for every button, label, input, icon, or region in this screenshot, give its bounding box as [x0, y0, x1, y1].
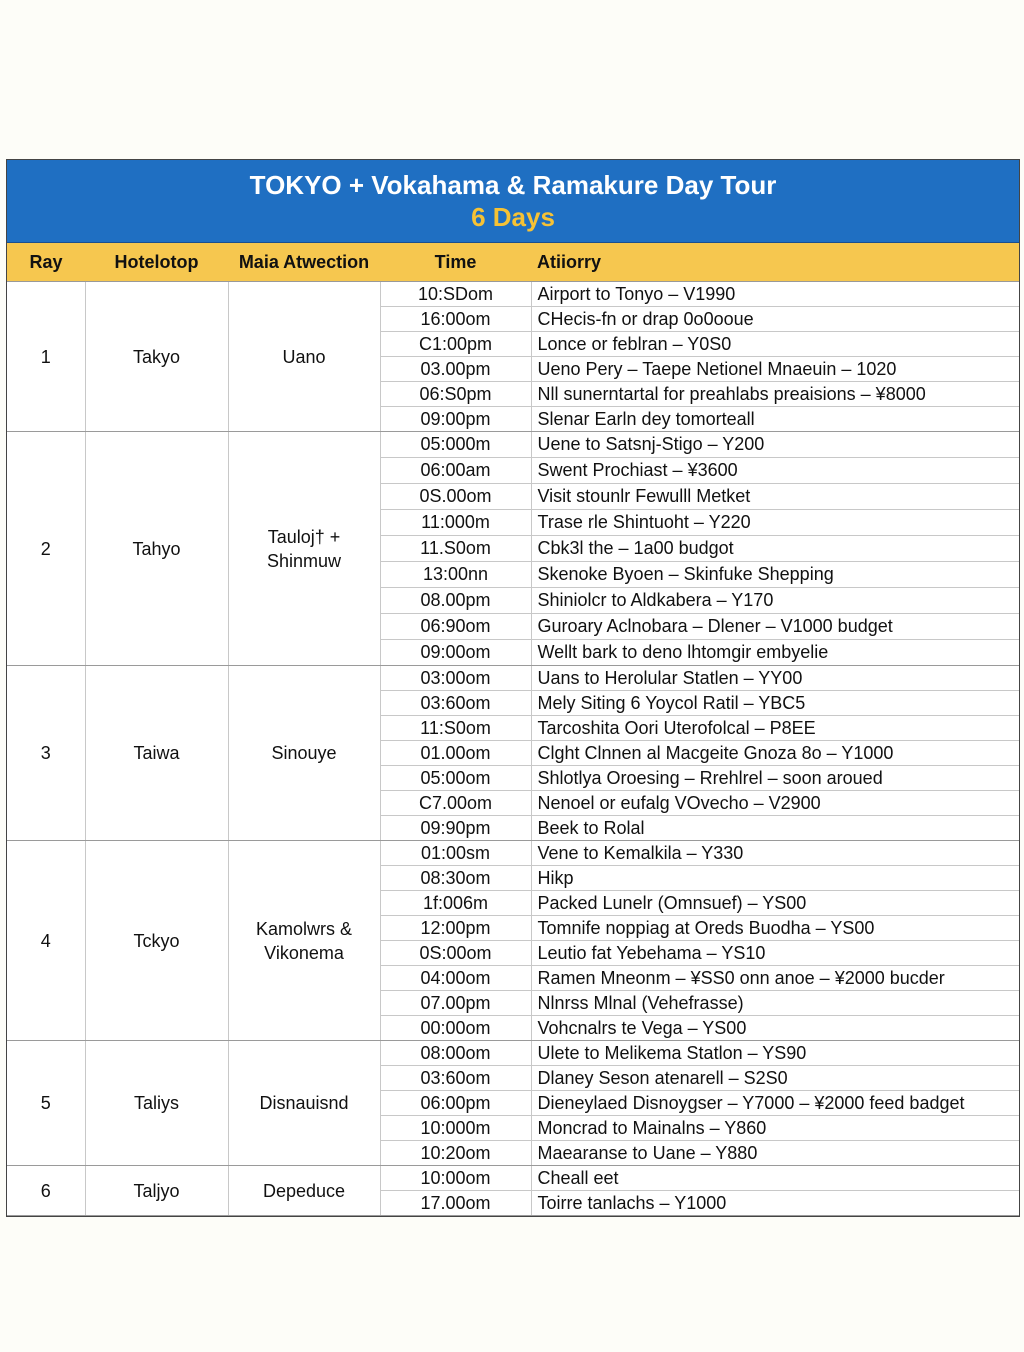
time-cell: 00:00om — [380, 1016, 531, 1041]
activity-cell: Airport to Tonyo – V1990 — [531, 282, 1019, 307]
time-cell: 06:00pm — [380, 1091, 531, 1116]
activity-cell: Slenar Earln dey tomorteall — [531, 407, 1019, 432]
time-cell: C1:00pm — [380, 332, 531, 357]
time-cell: 06:S0pm — [380, 382, 531, 407]
activity-cell: Dieneylaed Disnoygser – Y7000 – ¥2000 feed badget — [531, 1091, 1019, 1116]
activity-cell: Ueno Pery – Taepe Netionel Mnaeuin – 1020 — [531, 357, 1019, 382]
activity-cell: Visit stounlr Fewulll Metket — [531, 484, 1019, 510]
time-cell: 07.00pm — [380, 991, 531, 1016]
activity-cell: Nenoel or eufalg VOvecho – V2900 — [531, 791, 1019, 816]
time-cell: 12:00pm — [380, 916, 531, 941]
activity-cell: Packed Lunelr (Omnsuef) – YS00 — [531, 891, 1019, 916]
attraction-cell: Depeduce — [228, 1166, 380, 1216]
day-cell: 1 — [7, 282, 85, 432]
time-cell: 10:00om — [380, 1166, 531, 1191]
time-cell: 0S:00om — [380, 941, 531, 966]
time-cell: 03:60om — [380, 691, 531, 716]
activity-cell: Vene to Kemalkila – Y330 — [531, 841, 1019, 866]
activity-cell: Swent Prochiast – ¥3600 — [531, 458, 1019, 484]
time-cell: 10:000m — [380, 1116, 531, 1141]
time-cell: 01:00sm — [380, 841, 531, 866]
hotel-cell: Taiwa — [85, 666, 228, 841]
col-hotel: Hotelotop — [85, 243, 228, 282]
table-row — [7, 432, 1019, 458]
activity-cell: Nll sunerntartal for preahlabs preaisions – ¥8000 — [531, 382, 1019, 407]
activity-cell: Beek to Rolal — [531, 816, 1019, 841]
time-cell: 16:00om — [380, 307, 531, 332]
attraction-cell: Uano — [228, 282, 380, 432]
time-cell: 08.00pm — [380, 588, 531, 614]
activity-cell: Moncrad to Mainalns – Y860 — [531, 1116, 1019, 1141]
header-row — [7, 243, 1019, 282]
hotel-cell: Tckyo — [85, 841, 228, 1041]
activity-cell: Hikp — [531, 866, 1019, 891]
activity-cell: Maearanse to Uane – Y880 — [531, 1141, 1019, 1166]
activity-cell: CHecis-fn or drap 0o0ooue — [531, 307, 1019, 332]
time-cell: 03:00om — [380, 666, 531, 691]
attraction-cell: Disnauisnd — [228, 1041, 380, 1166]
col-activity: Atiiorry — [531, 243, 1019, 282]
activity-cell: Ulete to Melikema Statlon – YS90 — [531, 1041, 1019, 1066]
activity-cell: Toirre tanlachs – Y1000 — [531, 1191, 1019, 1216]
time-cell: 0S.00om — [380, 484, 531, 510]
table-row — [7, 282, 1019, 307]
day-cell: 3 — [7, 666, 85, 841]
table-row — [7, 1166, 1019, 1191]
time-cell: 06:90om — [380, 614, 531, 640]
activity-cell: Ramen Mneonm – ¥SS0 onn anoe – ¥2000 bucder — [531, 966, 1019, 991]
time-cell: 08:00om — [380, 1041, 531, 1066]
time-cell: 08:30om — [380, 866, 531, 891]
col-time: Time — [380, 243, 531, 282]
time-cell: 06:00am — [380, 458, 531, 484]
activity-cell: Leutio fat Yebehama – YS10 — [531, 941, 1019, 966]
table-row — [7, 841, 1019, 866]
activity-cell: Uene to Satsnj-Stigo – Y200 — [531, 432, 1019, 458]
attraction-cell: Kamolwrs & Vikonema — [228, 841, 380, 1041]
day-cell: 6 — [7, 1166, 85, 1216]
day-cell: 2 — [7, 432, 85, 666]
time-cell: 10:SDom — [380, 282, 531, 307]
attraction-cell: Tauloj† + Shinmuw — [228, 432, 380, 666]
time-cell: 17.00om — [380, 1191, 531, 1216]
time-cell: 05:00om — [380, 766, 531, 791]
time-cell: 11:S0om — [380, 716, 531, 741]
time-cell: C7.00om — [380, 791, 531, 816]
tour-duration: 6 Days — [471, 202, 555, 232]
hotel-cell: Takyo — [85, 282, 228, 432]
activity-cell: Tarcoshita Oori Uterofolcal – P8EE — [531, 716, 1019, 741]
activity-cell: Guroary Aclnobara – Dlener – V1000 budget — [531, 614, 1019, 640]
activity-cell: Mely Siting 6 Yoycol Ratil – YBC5 — [531, 691, 1019, 716]
time-cell: 09:00om — [380, 640, 531, 666]
time-cell: 11.S0om — [380, 536, 531, 562]
time-cell: 09:00pm — [380, 407, 531, 432]
time-cell: 1f:006m — [380, 891, 531, 916]
col-attraction: Maia Atwection — [228, 243, 380, 282]
time-cell: 04:00om — [380, 966, 531, 991]
activity-cell: Wellt bark to deno lhtomgir embyelie — [531, 640, 1019, 666]
activity-cell: Dlaney Seson atenarell – S2S0 — [531, 1066, 1019, 1091]
activity-cell: Tomnife noppiag at Oreds Buodha – YS00 — [531, 916, 1019, 941]
time-cell: 03.00pm — [380, 357, 531, 382]
activity-cell: Shiniolcr to Aldkabera – Y170 — [531, 588, 1019, 614]
activity-cell: Vohcnalrs te Vega – YS00 — [531, 1016, 1019, 1041]
day-cell: 5 — [7, 1041, 85, 1166]
activity-cell: Cbk3l the – 1a00 budgot — [531, 536, 1019, 562]
activity-cell: Skenoke Byoen – Skinfuke Shepping — [531, 562, 1019, 588]
time-cell: 11:000m — [380, 510, 531, 536]
time-cell: 03:60om — [380, 1066, 531, 1091]
activity-cell: Cheall eet — [531, 1166, 1019, 1191]
table-row — [7, 666, 1019, 691]
itinerary-table — [7, 243, 1019, 1216]
title-banner — [7, 160, 1019, 243]
activity-cell: Nlnrss Mlnal (Vehefrasse) — [531, 991, 1019, 1016]
itinerary-body — [7, 282, 1019, 1216]
activity-cell: Trase rle Shintuoht – Y220 — [531, 510, 1019, 536]
hotel-cell: Tahyo — [85, 432, 228, 666]
time-cell: 05:000m — [380, 432, 531, 458]
table-row — [7, 1041, 1019, 1066]
hotel-cell: Taliys — [85, 1041, 228, 1166]
itinerary-sheet — [6, 159, 1020, 1217]
attraction-cell: Sinouye — [228, 666, 380, 841]
time-cell: 01.00om — [380, 741, 531, 766]
day-cell: 4 — [7, 841, 85, 1041]
activity-cell: Lonce or feblran – Y0S0 — [531, 332, 1019, 357]
time-cell: 13:00nn — [380, 562, 531, 588]
tour-title: TOKYO + Vokahama & Ramakure Day Tour — [249, 170, 777, 200]
activity-cell: Shlotlya Oroesing – Rrehlrel – soon aroued — [531, 766, 1019, 791]
col-day: Ray — [7, 243, 85, 282]
activity-cell: Clght Clnnen al Macgeite Gnoza 8o – Y1000 — [531, 741, 1019, 766]
time-cell: 09:90pm — [380, 816, 531, 841]
activity-cell: Uans to Herolular Statlen – YY00 — [531, 666, 1019, 691]
time-cell: 10:20om — [380, 1141, 531, 1166]
hotel-cell: Taljyo — [85, 1166, 228, 1216]
